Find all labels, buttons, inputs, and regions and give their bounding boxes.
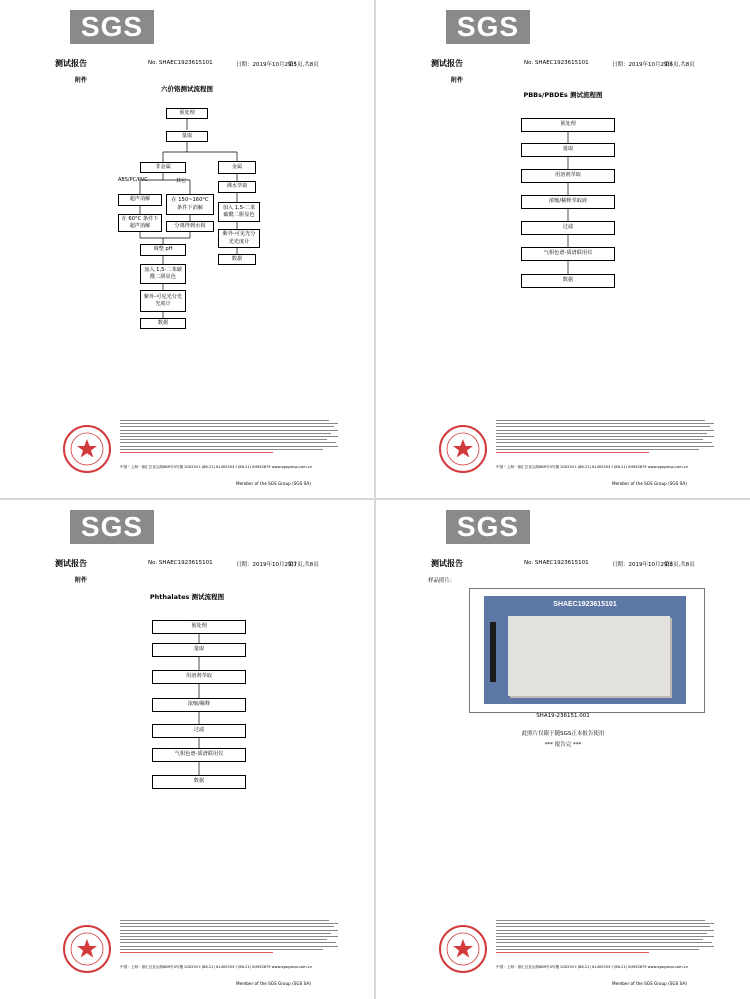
- branch-label-other: 其它: [176, 178, 187, 184]
- branch-label-abs: ABS/PC/PVC: [118, 177, 148, 183]
- flow-step-measure: 量取: [166, 131, 208, 142]
- report-number: No. SHAEC1923615101: [524, 560, 589, 566]
- flow-step-separate-aqueous: 分离得到水相: [166, 221, 214, 232]
- report-number: No. SHAEC1923615101: [524, 60, 589, 66]
- report-title: 测试报告: [55, 559, 87, 568]
- report-date: 日期：2019年10月29日: [612, 562, 673, 568]
- flow-step-measure: 量取: [521, 143, 615, 157]
- flow-step-digest-150: 在 150~160°C 条件下消解: [166, 194, 214, 215]
- page-label: 第8页,共8页: [664, 562, 695, 568]
- flow-step-data: 数据: [521, 274, 615, 288]
- flow-step-ultrasonic-60: 在 60°C 条件下超声消解: [118, 214, 162, 232]
- flow-step-pretreatment: 预处理: [166, 108, 208, 119]
- member-text: Member of the SGS Group (SGS SA): [236, 481, 311, 486]
- report-page-8: [376, 500, 750, 998]
- member-text: Member of the SGS Group (SGS SA): [236, 981, 311, 986]
- seal-stamp: [62, 924, 112, 974]
- flowchart-title: Phthalates 测试流程图: [149, 593, 225, 601]
- flow-step-concentrate: 浓缩/稀释: [152, 698, 246, 712]
- attachment-label: 附件: [75, 577, 88, 584]
- attachment-label: 附件: [75, 77, 88, 84]
- report-title: 测试报告: [431, 59, 463, 68]
- report-number: No. SHAEC1923615101: [148, 60, 213, 66]
- sgs-logo: SGS: [70, 510, 154, 544]
- page-label: 第6页,共8页: [664, 62, 695, 68]
- photo-sample-sheet: [508, 616, 670, 696]
- seal-stamp: [62, 424, 112, 474]
- sample-photo: [484, 596, 686, 704]
- flow-step-uv-vis-metal: 紫外-可见光分光光度计: [218, 229, 260, 248]
- photo-caption: SHA19-236151.001: [536, 713, 590, 719]
- flow-step-metal: 金属: [218, 161, 256, 174]
- member-text: Member of the SGS Group (SGS SA): [612, 481, 687, 486]
- flow-step-filter: 过滤: [521, 221, 615, 235]
- flow-step-gcms: 气相色谱-质谱联用仪: [152, 748, 246, 762]
- flow-step-data-nonmetal: 数据: [140, 318, 186, 329]
- page-label: 第7页,共8页: [288, 562, 319, 568]
- sgs-logo: SGS: [446, 510, 530, 544]
- flow-step-solvent-extraction: 用溶剂萃取: [521, 169, 615, 183]
- flowchart-title: 六价铬测试流程图: [161, 85, 213, 93]
- flow-step-ultrasonic-digestion: 超声消解: [118, 194, 162, 206]
- report-title: 测试报告: [431, 559, 463, 568]
- flow-step-pretreatment: 预处理: [152, 620, 246, 634]
- member-text: Member of the SGS Group (SGS SA): [612, 981, 687, 986]
- flow-step-concentrate: 浓缩/稀释萃取液: [521, 195, 615, 209]
- report-date: 日期：2019年10月29日: [236, 62, 297, 68]
- flow-step-color-metal: 加入 1,5-二苯碳酰二肼显色: [218, 202, 260, 222]
- address-row: 中国・上海・徐汇区宜山路889号3号楼 200233 t (86-21) 61402553 f (86-21) 64953679 www.sgsgroup.com.cn: [120, 965, 313, 969]
- report-page-6: [376, 0, 750, 498]
- flow-step-measure: 量取: [152, 643, 246, 657]
- address-row: 中国・上海・徐汇区宜山路889号3号楼 200233 t (86-21) 61402553 f (86-21) 64953679 www.sgsgroup.com.cn: [120, 465, 313, 469]
- page-label: 第5页,共8页: [288, 62, 319, 68]
- photo-ruler: [490, 622, 496, 682]
- photo-sample-code: SHAEC1923615101: [553, 601, 617, 608]
- disclaimer-text: [496, 420, 714, 462]
- report-date: 日期：2019年10月29日: [236, 562, 297, 568]
- flow-step-pretreatment: 预处理: [521, 118, 615, 132]
- sample-photo-label: 样品照片:: [428, 578, 452, 584]
- photo-usage-note: 此照片仅限于随SGS正本报告使用: [521, 731, 605, 737]
- sgs-logo: SGS: [446, 10, 530, 44]
- report-number: No. SHAEC1923615101: [148, 560, 213, 566]
- report-end: *** 报告完 ***: [544, 742, 582, 748]
- disclaimer-text: [496, 920, 714, 962]
- flow-step-boiling-water: 沸水萃取: [218, 181, 256, 193]
- flow-step-adjust-ph: 调整 pH: [140, 244, 186, 256]
- flowchart-title: PBBs/PBDEs 测试流程图: [523, 91, 603, 99]
- report-title: 测试报告: [55, 59, 87, 68]
- flow-step-filter: 过滤: [152, 724, 246, 738]
- attachment-label: 附件: [451, 77, 464, 84]
- address-row: 中国・上海・徐汇区宜山路889号3号楼 200233 t (86-21) 61402553 f (86-21) 64953679 www.sgsgroup.com.cn: [496, 965, 689, 969]
- seal-stamp: [438, 924, 488, 974]
- flow-step-color-nonmetal: 加入 1,5-二苯碳酰二肼显色: [140, 264, 186, 284]
- flow-step-nonmetal: 非金属: [140, 162, 186, 173]
- flow-step-data: 数据: [152, 775, 246, 789]
- flow-step-gcms: 气相色谱-质谱联用仪: [521, 247, 615, 261]
- seal-stamp: [438, 424, 488, 474]
- address-row: 中国・上海・徐汇区宜山路889号3号楼 200233 t (86-21) 61402553 f (86-21) 64953679 www.sgsgroup.com.cn: [496, 465, 689, 469]
- disclaimer-text: [120, 920, 338, 962]
- report-page-7: [0, 500, 374, 998]
- report-page-5: [0, 0, 374, 498]
- flow-step-uv-vis-nonmetal: 紫外-可见光分光光度计: [140, 290, 186, 312]
- disclaimer-text: [120, 420, 338, 462]
- sgs-logo: SGS: [70, 10, 154, 44]
- flow-step-data-metal: 数据: [218, 254, 256, 265]
- flow-step-solvent-extraction: 用溶剂萃取: [152, 670, 246, 684]
- report-date: 日期：2019年10月29日: [612, 62, 673, 68]
